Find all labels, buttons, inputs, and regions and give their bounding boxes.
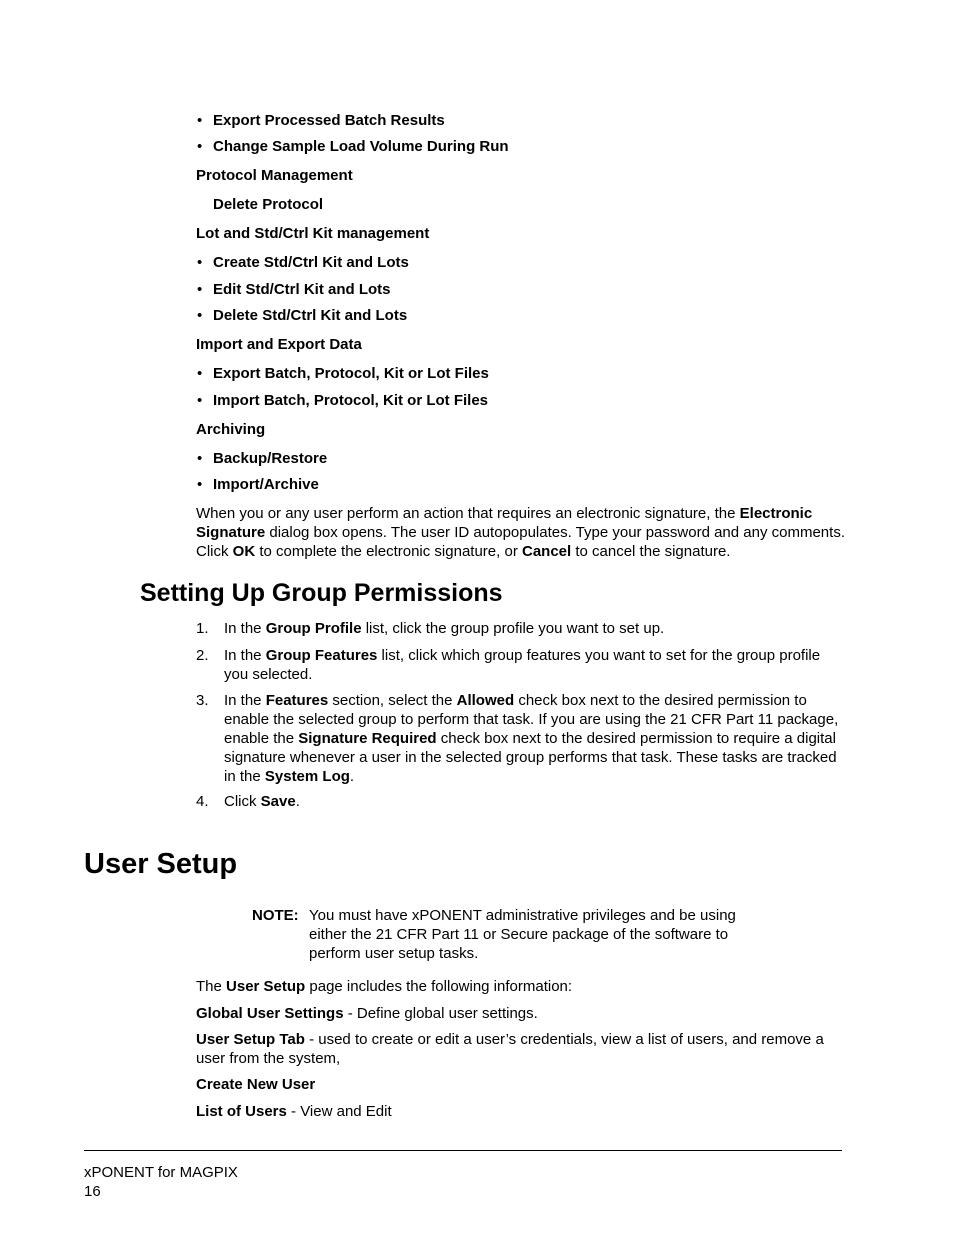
- list-item: Backup/Restore: [213, 450, 328, 467]
- create-user-paragraph: Create New User: [196, 1076, 316, 1093]
- step-number: 2.: [196, 647, 209, 664]
- list-item: Import/Archive: [213, 476, 319, 493]
- page-number: 16: [84, 1183, 101, 1200]
- bullet-marker: •: [197, 476, 203, 493]
- note-text: You must have xPONENT administrative privileges and be using: [309, 907, 736, 924]
- step-number: 4.: [196, 793, 209, 810]
- chapter-heading: User Setup: [84, 848, 238, 880]
- list-item: Edit Std/Ctrl Kit and Lots: [213, 281, 391, 298]
- list-item: Export Processed Batch Results: [213, 112, 445, 129]
- bullet-marker: •: [197, 112, 203, 129]
- note-text: perform user setup tasks.: [309, 945, 479, 962]
- footer-rule: [84, 1150, 842, 1151]
- global-settings-paragraph: Global User Settings - Define global user settings.: [196, 1005, 538, 1022]
- import-heading: Import and Export Data: [196, 336, 362, 353]
- section-heading: Setting Up Group Permissions: [140, 579, 503, 607]
- lot-heading: Lot and Std/Ctrl Kit management: [196, 225, 430, 242]
- step-text: In the Features section, select the Allowed check box next to the desired permission to enable the selected group to perform that task. If you are using the 21 CFR Part 11 package, enable the Signature Required check box next to the desired permission to require a digital signature whenever a user in the selected group performs that task. These tasks are tracked in the System Log.: [224, 692, 839, 785]
- bullet-marker: •: [197, 392, 203, 409]
- protocol-heading: Protocol Management: [196, 167, 353, 184]
- step-text: In the Group Profile list, click the group profile you want to set up.: [224, 620, 665, 637]
- list-item: Delete Protocol: [213, 196, 324, 213]
- archiving-heading: Archiving: [196, 421, 266, 438]
- bullet-marker: •: [197, 281, 203, 298]
- bullet-marker: •: [197, 138, 203, 155]
- note-text: either the 21 CFR Part 11 or Secure package of the software to: [309, 926, 729, 943]
- user-setup-tab-paragraph: User Setup Tab - used to create or edit a user’s credentials, view a list of users, and remove a user from the system,: [196, 1031, 824, 1067]
- esig-paragraph: When you or any user perform an action that requires an electronic signature, the Electronic Signature dialog box opens. The user ID autopopulates. Type your password and any comments. Click OK to complete the electronic signature, or Cancel to cancel the signature.: [196, 505, 845, 560]
- step-number: 3.: [196, 692, 209, 709]
- list-item: Import Batch, Protocol, Kit or Lot Files: [213, 392, 489, 409]
- step-text: Click Save.: [224, 793, 300, 810]
- step-number: 1.: [196, 620, 209, 637]
- note-label: NOTE:: [252, 907, 299, 924]
- bullet-marker: •: [197, 365, 203, 382]
- list-item: Create Std/Ctrl Kit and Lots: [213, 254, 409, 271]
- bullet-marker: •: [197, 254, 203, 271]
- list-item: Change Sample Load Volume During Run: [213, 138, 509, 155]
- intro-paragraph: The User Setup page includes the following information:: [196, 978, 573, 995]
- bullet-marker: •: [197, 450, 203, 467]
- footer-product: xPONENT for MAGPIX: [84, 1164, 238, 1181]
- list-item: Export Batch, Protocol, Kit or Lot Files: [213, 365, 489, 382]
- list-users-paragraph: List of Users - View and Edit: [196, 1103, 392, 1120]
- bullet-marker: •: [197, 307, 203, 324]
- step-text: In the Group Features list, click which group features you want to set for the group profile you selected.: [224, 647, 821, 683]
- list-item: Delete Std/Ctrl Kit and Lots: [213, 307, 408, 324]
